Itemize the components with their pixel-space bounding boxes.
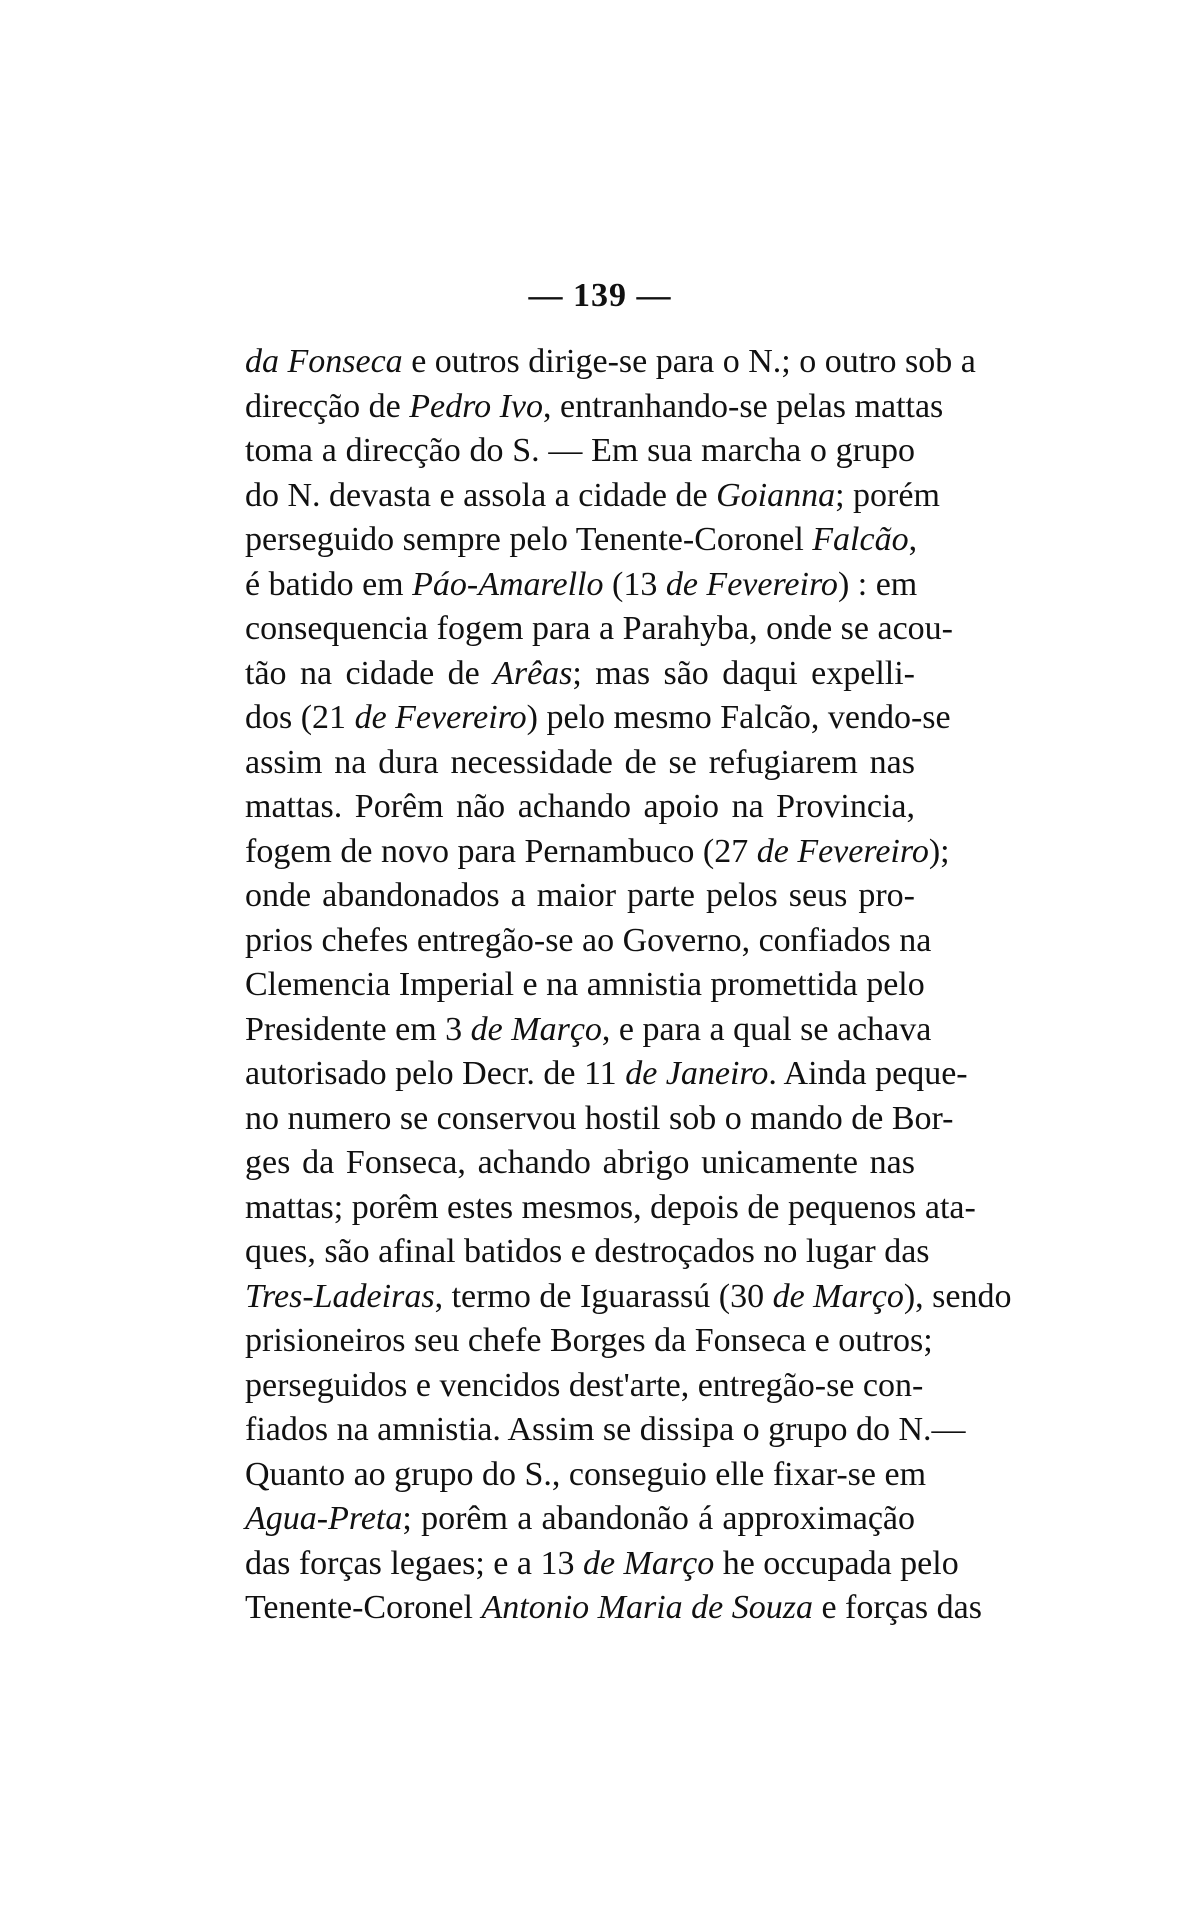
text-segment: autorisado pelo Decr. de 11 xyxy=(245,1055,626,1092)
italic-text: de Fevereiro xyxy=(354,699,527,736)
text-segment: perseguido sempre pelo Tenente-Coronel xyxy=(245,521,813,558)
text-line xyxy=(245,429,915,474)
page-number: — 139 — xyxy=(528,277,672,314)
text-line xyxy=(245,474,940,519)
text-line xyxy=(245,830,950,875)
text-segment: Quanto ao grupo do S., conseguio elle fixar-se em xyxy=(245,1455,927,1493)
text-segment: ges da Fonseca, achando abrigo unicamente nas xyxy=(245,1144,915,1181)
text-segment: fiados na amnistia. Assim se dissipa o grupo do N.— xyxy=(245,1411,966,1448)
text-segment: assim na dura necessidade de se refugiarem nas xyxy=(245,743,915,781)
text-segment: mattas; porêm estes mesmos, depois de pequenos ata- xyxy=(245,1188,976,1226)
text-line xyxy=(245,874,915,919)
text-line xyxy=(245,1408,966,1453)
text-line xyxy=(245,652,915,697)
body-text xyxy=(245,340,1012,1631)
italic-text: Goianna xyxy=(716,476,836,514)
italic-text: Agua-Preta xyxy=(245,1500,403,1537)
text-line xyxy=(245,340,976,385)
italic-text: Antonio Maria de Souza xyxy=(481,1589,813,1626)
text-segment: ) : em xyxy=(837,565,918,603)
text-segment: prios chefes entregão-se ao Governo, confiados na xyxy=(245,921,932,959)
text-line xyxy=(245,1186,976,1231)
text-segment: (13 xyxy=(603,565,666,603)
italic-text: de Março xyxy=(772,1277,904,1315)
text-segment: ; porêm a abandonão á approximação xyxy=(402,1500,915,1537)
text-segment: , termo de Iguarassú (30 xyxy=(434,1277,773,1315)
italic-text: Arêas xyxy=(493,654,573,692)
text-segment: , e para a qual se achava xyxy=(601,1010,932,1048)
text-line xyxy=(245,919,932,964)
text-line xyxy=(245,1586,982,1631)
text-segment: no numero se conservou hostil sob o mando de Bor- xyxy=(245,1099,954,1137)
text-segment: e forças das xyxy=(812,1589,982,1626)
text-segment: prisioneiros seu chefe Borges da Fonseca e outros; xyxy=(245,1322,933,1359)
text-line xyxy=(245,1453,927,1498)
text-line xyxy=(245,1097,954,1142)
text-segment: Presidente em 3 xyxy=(245,1010,471,1048)
text-line xyxy=(245,1319,933,1364)
text-line xyxy=(245,741,915,786)
text-line xyxy=(245,385,944,430)
italic-text: de Fevereiro xyxy=(756,832,929,870)
text-segment: toma a direcção do S. — Em sua marcha o grupo xyxy=(245,432,915,469)
text-segment: fogem de novo para Pernambuco (27 xyxy=(245,832,757,870)
text-line xyxy=(245,696,951,741)
text-line xyxy=(245,1230,930,1275)
text-segment: ) pelo mesmo Falcão, vendo-se xyxy=(526,699,951,736)
text-segment: Tenente-Coronel xyxy=(245,1589,482,1626)
italic-text: de Fevereiro xyxy=(665,565,838,603)
italic-text: Tres-Ladeiras xyxy=(245,1277,435,1315)
text-segment: das forças legaes; e a 13 xyxy=(245,1544,583,1582)
text-line xyxy=(245,563,918,608)
text-segment: é batido em xyxy=(245,565,413,603)
text-line xyxy=(245,1052,968,1097)
text-line xyxy=(245,1497,915,1542)
italic-text: de Janeiro xyxy=(625,1055,769,1092)
text-segment: Clemencia Imperial e na amnistia promettida pelo xyxy=(245,966,925,1003)
text-segment: onde abandonados a maior parte pelos seus pro- xyxy=(245,877,915,914)
text-segment: ), sendo xyxy=(903,1277,1012,1315)
italic-text: Pedro Ivo xyxy=(409,387,543,425)
italic-text: Páo-Amarello xyxy=(412,565,604,603)
text-segment: e outros dirige-se para o N.; o outro sob a xyxy=(402,343,976,380)
text-segment: he occupada pelo xyxy=(714,1544,959,1582)
text-segment: ; porém xyxy=(835,476,940,514)
text-line xyxy=(245,1364,924,1409)
text-line xyxy=(245,1141,915,1186)
text-line xyxy=(245,1275,1012,1320)
italic-text: de Março xyxy=(470,1010,602,1048)
text-segment: . Ainda peque- xyxy=(768,1055,968,1092)
italic-text: da Fonseca xyxy=(245,343,403,380)
text-segment: perseguidos e vencidos dest'arte, entregão-se con- xyxy=(245,1366,924,1404)
text-segment: ; mas são daqui expelli- xyxy=(572,654,915,692)
text-line xyxy=(245,607,954,652)
text-segment: ); xyxy=(928,832,950,870)
text-segment: tão na cidade de xyxy=(245,654,494,692)
text-line xyxy=(245,1008,932,1053)
text-line xyxy=(245,785,915,830)
text-segment: , xyxy=(908,521,918,558)
italic-text: de Março xyxy=(582,1544,715,1582)
text-segment: mattas. Porêm não achando apoio na Provincia, xyxy=(245,788,915,825)
text-segment: consequencia fogem para a Parahyba, onde se acou- xyxy=(245,610,954,647)
text-segment: , entranhando-se pelas mattas xyxy=(542,387,944,425)
text-segment: dos (21 xyxy=(245,699,355,736)
italic-text: Falcão xyxy=(812,521,909,558)
text-line xyxy=(245,1542,959,1587)
text-line xyxy=(245,518,918,563)
text-line xyxy=(245,963,925,1008)
text-segment: ques, são afinal batidos e destroçados no lugar das xyxy=(245,1233,930,1270)
text-segment: direcção de xyxy=(245,387,410,425)
text-segment: do N. devasta e assola a cidade de xyxy=(245,476,717,514)
